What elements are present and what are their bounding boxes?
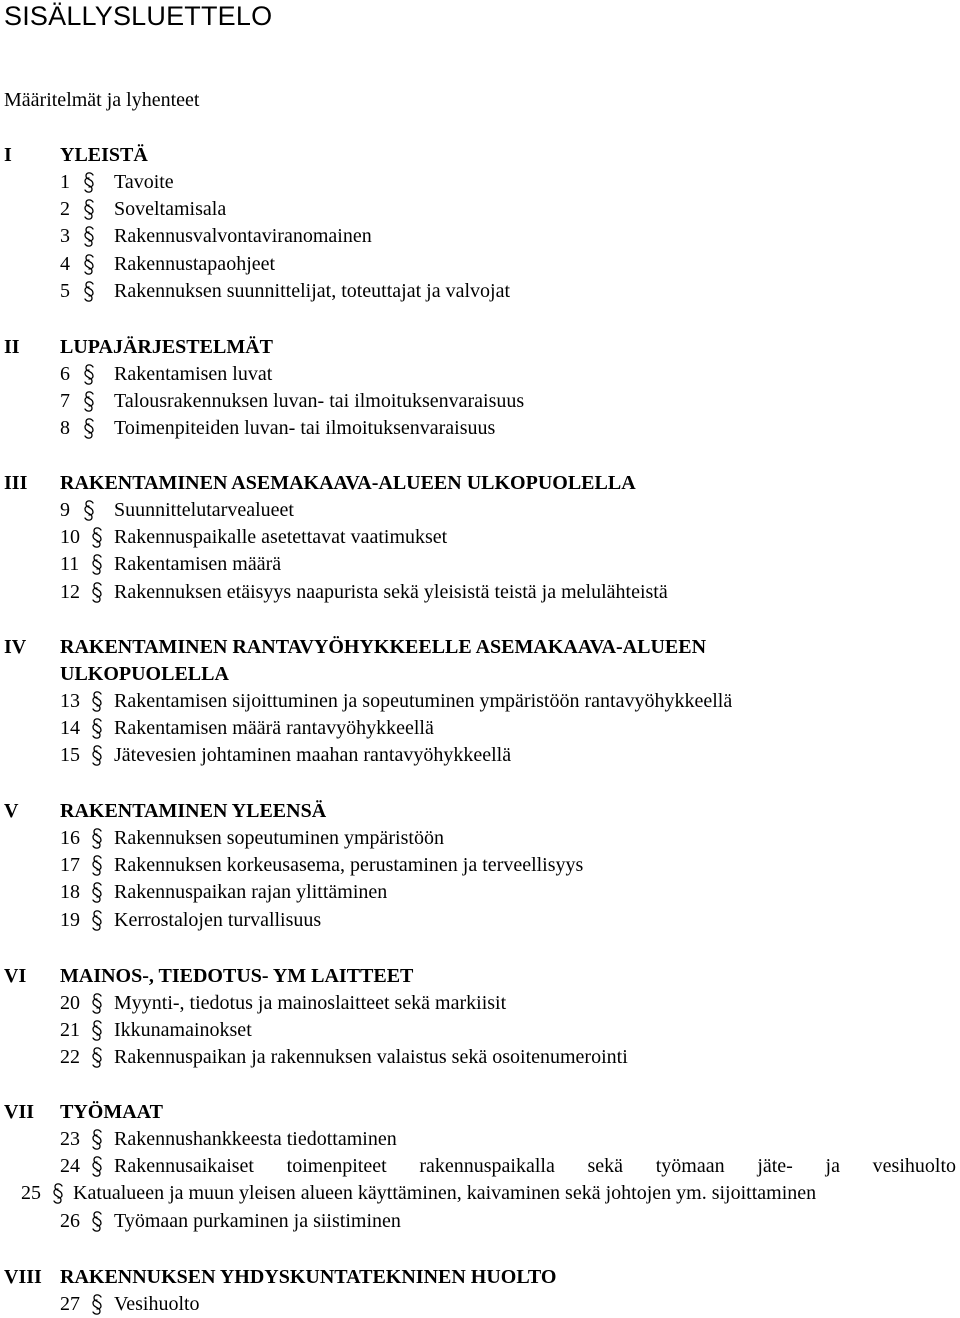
entry-number: 22 [60, 1046, 80, 1069]
paragraph-sign-icon [51, 1180, 65, 1207]
section-heading[interactable]: LUPAJÄRJESTELMÄT [60, 336, 273, 358]
section-heading[interactable]: RAKENTAMINEN YLEENSÄ [60, 800, 327, 822]
toc-section [0, 798, 960, 934]
entry-number: 24 [60, 1155, 80, 1178]
paragraph-sign [82, 415, 96, 442]
entry-title: Katualueen ja muun yleisen alueen käyttäminen, kaivaminen sekä johtojen ym. sijoittaminen [73, 1182, 817, 1205]
entry-title: Rakennustapaohjeet [114, 252, 276, 275]
entry-title: Rakentamisen määrä [114, 553, 282, 576]
paragraph-sign-icon [90, 1017, 104, 1044]
entry-number: 12 [60, 580, 80, 603]
entry-title: Työmaan purkaminen ja siistiminen [114, 1209, 401, 1232]
entry-number: 15 [60, 744, 80, 767]
toc-entry[interactable] [0, 715, 960, 742]
entry-number: 3 [60, 225, 70, 248]
paragraph-sign [90, 1153, 104, 1180]
section-numeral: IV [4, 636, 27, 658]
entry-title: Rakennuksen etäisyys naapurista sekä yleisistä teistä ja melulähteistä [114, 580, 668, 603]
paragraph-sign [82, 169, 96, 196]
paragraph-sign [90, 825, 104, 852]
definitions-entry[interactable]: Määritelmät ja lyhenteet [4, 89, 200, 111]
toc-entry[interactable] [0, 579, 960, 606]
entry-number: 2 [60, 198, 70, 221]
paragraph-sign-icon [90, 1291, 104, 1318]
toc-entry[interactable] [0, 1044, 960, 1071]
section-numeral: III [4, 472, 28, 494]
paragraph-sign-icon [90, 688, 104, 715]
toc-section [0, 634, 960, 770]
section-numeral: VII [4, 1101, 35, 1123]
entry-title: Jätevesien johtaminen maahan rantavyöhykkeellä [114, 744, 512, 767]
entry-title: Vesihuolto [114, 1293, 200, 1315]
toc-section [0, 963, 960, 1072]
toc-entry[interactable] [0, 1291, 960, 1318]
entry-number: 1 [60, 171, 70, 193]
section-numeral: V [4, 800, 19, 822]
paragraph-sign [90, 852, 104, 879]
entry-title: Tavoite [114, 171, 174, 193]
paragraph-sign [90, 1291, 104, 1318]
paragraph-sign-icon [90, 1044, 104, 1071]
entry-title: Talousrakennuksen luvan- tai ilmoituksenvaraisuus [114, 390, 525, 413]
paragraph-sign [82, 223, 96, 250]
toc-entry[interactable] [0, 1153, 960, 1180]
paragraph-sign [90, 688, 104, 715]
paragraph-sign [82, 196, 96, 223]
entry-number: 10 [60, 526, 80, 549]
toc-entry[interactable] [0, 223, 960, 250]
toc-entry[interactable] [0, 852, 960, 879]
paragraph-sign [82, 388, 96, 415]
entry-title: Rakennushankkeesta tiedottaminen [114, 1128, 397, 1150]
paragraph-sign-icon [90, 551, 104, 578]
paragraph-sign-icon [90, 742, 104, 769]
entry-title: Rakennuksen sopeutuminen ympäristöön [114, 827, 444, 849]
entry-number: 17 [60, 854, 80, 877]
paragraph-sign-icon [90, 715, 104, 742]
entry-number: 18 [60, 881, 80, 904]
toc-entry[interactable] [0, 361, 960, 388]
entry-title: Rakennuksen korkeusasema, perustaminen ja terveellisyys [114, 854, 584, 877]
entry-title: Rakennuspaikalle asetettavat vaatimukset [114, 526, 448, 549]
entry-number: 11 [60, 553, 80, 576]
paragraph-sign [90, 879, 104, 906]
entry-title: Rakennuspaikan ja rakennuksen valaistus sekä osoitenumerointi [114, 1046, 628, 1069]
entry-title: Rakentamisen luvat [114, 363, 273, 385]
paragraph-sign [51, 1180, 65, 1207]
section-numeral: VIII [4, 1266, 42, 1288]
paragraph-sign-icon [82, 388, 96, 415]
paragraph-sign-icon [82, 169, 96, 196]
toc-entry[interactable] [0, 1180, 960, 1207]
section-heading[interactable]: TYÖMAAT [60, 1101, 163, 1123]
section-heading[interactable]: YLEISTÄ [60, 144, 148, 166]
paragraph-sign [90, 907, 104, 934]
entry-number: 6 [60, 363, 70, 385]
paragraph-sign-icon [82, 223, 96, 250]
page-title: SISÄLLYSLUETTELO [4, 1, 273, 31]
entry-number: 5 [60, 279, 70, 302]
toc-entry[interactable] [0, 524, 960, 551]
section-numeral: VI [4, 965, 27, 987]
paragraph-sign [90, 1017, 104, 1044]
toc-section [0, 470, 960, 606]
toc-entry[interactable] [0, 825, 960, 852]
entry-title: Rakentamisen määrä rantavyöhykkeellä [114, 717, 434, 740]
entry-number: 4 [60, 252, 70, 275]
paragraph-sign-icon [82, 278, 96, 305]
paragraph-sign-icon [82, 251, 96, 278]
section-numeral: I [4, 144, 12, 166]
toc-entry[interactable] [0, 1126, 960, 1153]
toc-entry[interactable] [0, 497, 960, 524]
entry-number: 8 [60, 417, 70, 440]
paragraph-sign [90, 1126, 104, 1153]
toc-entry[interactable] [0, 990, 960, 1017]
paragraph-sign-icon [90, 1153, 104, 1180]
entry-number: 26 [60, 1209, 80, 1232]
toc-entry[interactable] [0, 1208, 960, 1235]
paragraph-sign-icon [90, 579, 104, 606]
paragraph-sign-icon [82, 497, 96, 524]
toc-entry[interactable] [0, 688, 960, 715]
toc-entry[interactable] [0, 251, 960, 278]
entry-title: Rakentamisen sijoittuminen ja sopeutuminen ympäristöön rantavyöhykkeellä [114, 690, 733, 712]
paragraph-sign-icon [90, 1126, 104, 1153]
paragraph-sign-icon [82, 196, 96, 223]
section-heading[interactable]: RAKENTAMINEN ASEMAKAAVA-ALUEEN ULKOPUOLELLA [60, 472, 636, 494]
paragraph-sign [82, 278, 96, 305]
entry-number: 20 [60, 992, 80, 1014]
entry-number: 23 [60, 1128, 80, 1150]
entry-number: 25 [21, 1182, 41, 1205]
paragraph-sign [90, 1208, 104, 1235]
toc-entry[interactable] [0, 742, 960, 769]
toc-section [0, 334, 960, 443]
toc-section [0, 1099, 960, 1235]
paragraph-sign-icon [82, 415, 96, 442]
paragraph-sign [82, 497, 96, 524]
toc-entry[interactable] [0, 907, 960, 934]
entry-title: Ikkunamainokset [114, 1019, 252, 1042]
entry-number: 13 [60, 690, 80, 712]
toc-entry[interactable] [0, 415, 960, 442]
paragraph-sign-icon [90, 852, 104, 879]
paragraph-sign [90, 715, 104, 742]
entry-title: Soveltamisala [114, 198, 227, 221]
paragraph-sign-icon [90, 879, 104, 906]
entry-title: Suunnittelutarvealueet [114, 499, 294, 521]
entry-number: 21 [60, 1019, 80, 1042]
entry-title: Myynti-, tiedotus ja mainoslaitteet sekä markiisit [114, 992, 507, 1014]
toc-entry[interactable] [0, 551, 960, 578]
paragraph-sign-icon [90, 1208, 104, 1235]
paragraph-sign [82, 361, 96, 388]
entry-number: 14 [60, 717, 80, 740]
toc-entry[interactable] [0, 879, 960, 906]
toc-section [0, 142, 960, 305]
paragraph-sign [90, 579, 104, 606]
entry-title: Rakennuspaikan rajan ylittäminen [114, 881, 388, 904]
paragraph-sign [90, 524, 104, 551]
toc-entry[interactable] [0, 388, 960, 415]
toc-section [0, 1264, 960, 1318]
toc-entry[interactable] [0, 196, 960, 223]
entry-title: Rakennuksen suunnittelijat, toteuttajat ja valvojat [114, 279, 511, 302]
paragraph-sign [90, 551, 104, 578]
entry-number: 16 [60, 827, 80, 849]
section-heading[interactable]: RAKENNUKSEN YHDYSKUNTATEKNINEN HUOLTO [60, 1266, 557, 1288]
toc-entry[interactable] [0, 169, 960, 196]
entry-number: 7 [60, 390, 70, 413]
entry-title: Rakennusaikaiset toimenpiteet rakennuspaikalla sekä työmaan jäte- ja vesihuolto [114, 1155, 956, 1178]
entry-title: Rakennusvalvontaviranomainen [114, 225, 372, 248]
toc-entry[interactable] [0, 278, 960, 305]
paragraph-sign [90, 742, 104, 769]
section-numeral: II [4, 336, 20, 358]
paragraph-sign [90, 1044, 104, 1071]
paragraph-sign-icon [90, 524, 104, 551]
section-heading[interactable]: MAINOS-, TIEDOTUS- YM LAITTEET [60, 965, 414, 987]
entry-title: Kerrostalojen turvallisuus [114, 908, 322, 931]
entry-number: 27 [60, 1293, 80, 1315]
paragraph-sign-icon [82, 361, 96, 388]
paragraph-sign-icon [90, 825, 104, 852]
paragraph-sign [82, 251, 96, 278]
section-heading[interactable]: RAKENTAMINEN RANTAVYÖHYKKEELLE ASEMAKAAVA-ALUEEN ULKOPUOLELLA [60, 636, 707, 685]
paragraph-sign-icon [90, 990, 104, 1017]
toc-entry[interactable] [0, 1017, 960, 1044]
entry-title: Toimenpiteiden luvan- tai ilmoituksenvaraisuus [114, 417, 496, 440]
paragraph-sign [90, 990, 104, 1017]
entry-number: 9 [60, 499, 70, 521]
paragraph-sign-icon [90, 907, 104, 934]
entry-number: 19 [60, 908, 80, 931]
